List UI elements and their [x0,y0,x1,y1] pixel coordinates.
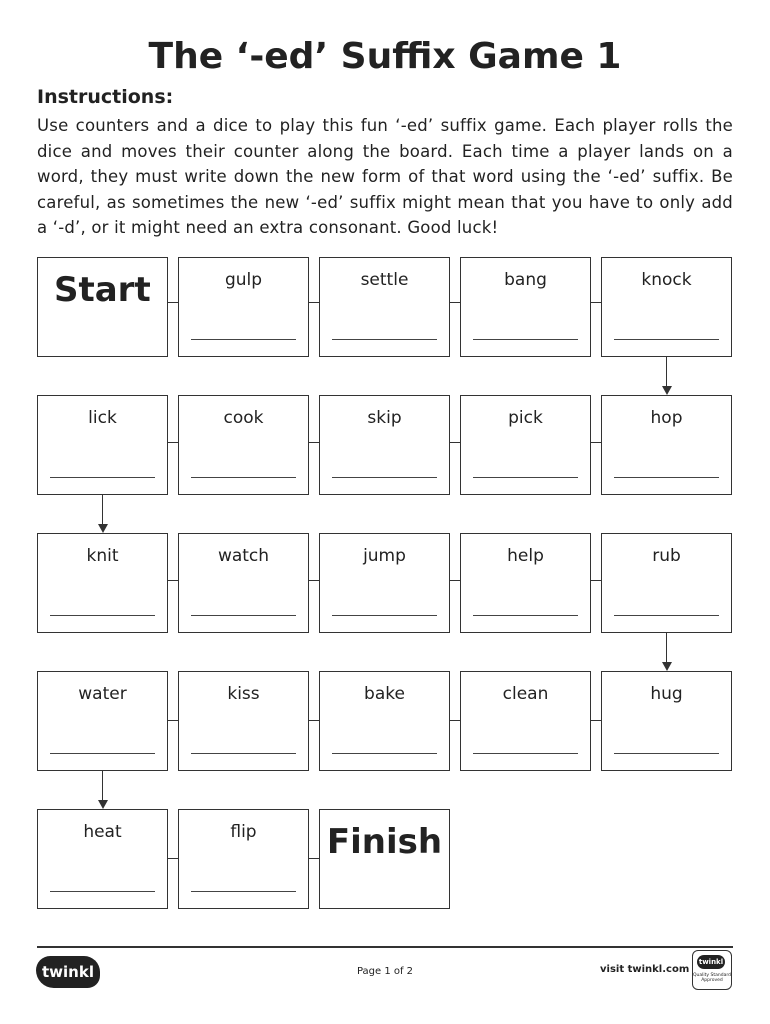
page-title: The ‘-ed’ Suffix Game 1 [148,36,622,77]
path-connector [168,442,178,443]
word-cell [178,671,309,771]
path-connector [591,442,601,443]
path-connector [591,302,601,303]
answer-line [473,753,578,754]
answer-line [191,891,296,892]
word-label: jump [363,546,406,566]
word-label: bake [364,684,405,704]
answer-line [614,615,719,616]
word-label: knock [641,270,692,290]
word-cell [460,395,591,495]
answer-line [332,477,437,478]
word-label: help [507,546,544,566]
word-label: heat [83,822,122,842]
word-cell [37,671,168,771]
word-cell [601,257,732,357]
answer-line [332,339,437,340]
path-connector [450,302,460,303]
path-connector [666,633,667,663]
word-label: hop [650,408,683,428]
word-label: cook [223,408,264,428]
answer-line [191,753,296,754]
word-cell [37,809,168,909]
word-label: lick [88,408,117,428]
path-connector [309,302,319,303]
word-label: skip [367,408,402,428]
finish-label: Finish [326,822,443,862]
answer-line [473,615,578,616]
word-label: clean [502,684,549,704]
word-label: flip [230,822,257,842]
word-cell [37,395,168,495]
word-cell [319,533,450,633]
page-number: Page 1 of 2 [356,966,414,977]
word-label: settle [360,270,409,290]
word-cell [601,671,732,771]
word-cell [319,671,450,771]
answer-line [614,477,719,478]
finish-cell [319,809,450,909]
word-cell [178,257,309,357]
path-connector [666,357,667,387]
path-connector [102,495,103,525]
word-cell [319,257,450,357]
answer-line [50,891,155,892]
path-connector [309,580,319,581]
word-label: pick [508,408,543,428]
instructions-text: Use counters and a dice to play this fun ‘-ed’ suffix game. Each player rolls the dice and moves their counter along the board. Each time a player lands on a word, they must write down the new form of that word using the ‘-ed’ suffix. Be careful, as sometimes the new ‘-ed’ suffix might mean that you have to only add a ‘-d’, or it might need an extra consonant. Good luck! [37,116,733,237]
word-cell [178,395,309,495]
path-connector [168,858,178,859]
path-connector [168,580,178,581]
word-label: kiss [227,684,260,704]
word-cell [460,533,591,633]
start-cell [37,257,168,357]
answer-line [191,615,296,616]
path-connector [591,580,601,581]
path-connector [591,720,601,721]
word-label: bang [504,270,547,290]
answer-line [50,477,155,478]
answer-line [332,753,437,754]
quality-badge-icon [692,950,732,990]
answer-line [614,753,719,754]
word-label: gulp [224,270,263,290]
word-label: rub [652,546,681,566]
word-cell [178,533,309,633]
word-cell [601,533,732,633]
answer-line [50,753,155,754]
instructions-heading: Instructions: [37,86,174,108]
path-connector [309,442,319,443]
word-label: water [78,684,127,704]
word-cell [37,533,168,633]
word-cell [601,395,732,495]
arrow-down-icon [662,662,672,671]
badge-text: Quality Standard Approved [693,973,731,983]
answer-line [473,339,578,340]
path-connector [309,720,319,721]
word-cell [460,671,591,771]
badge-logo: twinkl [697,955,725,969]
visit-link[interactable]: visit twinkl.com [600,964,690,975]
answer-line [473,477,578,478]
word-cell [178,809,309,909]
arrow-down-icon [98,524,108,533]
path-connector [102,771,103,801]
answer-line [191,477,296,478]
path-connector [168,302,178,303]
path-connector [450,442,460,443]
path-connector [168,720,178,721]
path-connector [450,580,460,581]
answer-line [332,615,437,616]
twinkl-logo: twinkl [36,956,100,988]
start-label: Start [54,270,151,310]
word-label: knit [86,546,119,566]
word-cell [319,395,450,495]
word-label: hug [650,684,683,704]
word-label: watch [217,546,270,566]
answer-line [191,339,296,340]
arrow-down-icon [662,386,672,395]
footer-divider [37,946,733,948]
answer-line [614,339,719,340]
path-connector [309,858,319,859]
arrow-down-icon [98,800,108,809]
path-connector [450,720,460,721]
answer-line [50,615,155,616]
word-cell [460,257,591,357]
